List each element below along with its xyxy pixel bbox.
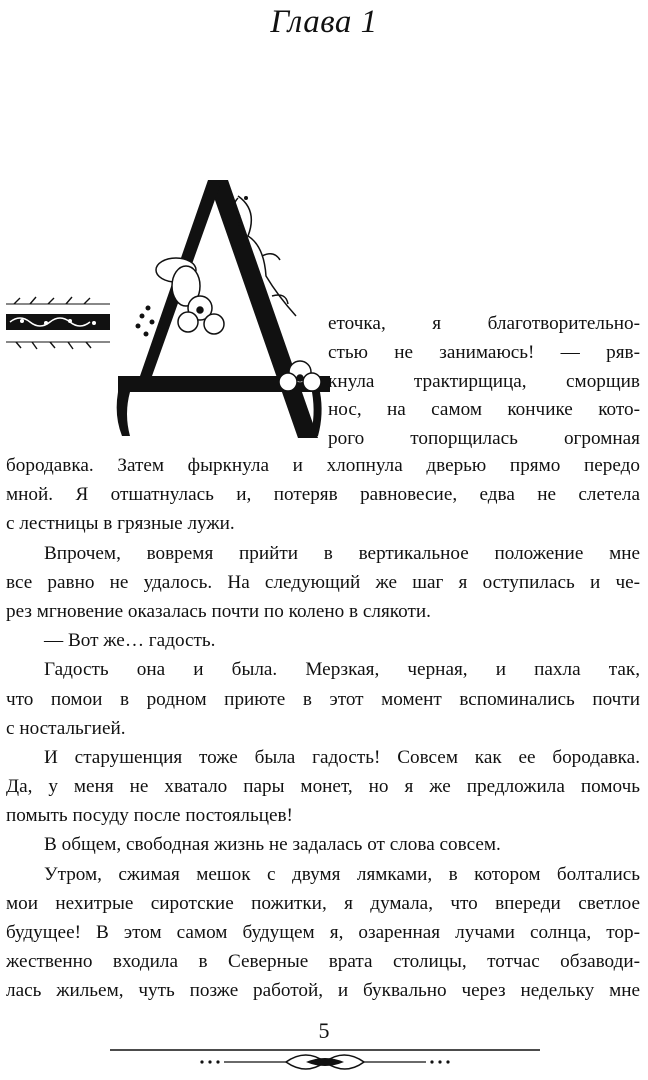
text-line: нос, на самом кончике кото- [328, 399, 640, 421]
text-line: будущее! В этом самом будущем я, озаренная лучами солнца, тор- [6, 922, 640, 943]
body-text [6, 451, 640, 1006]
text-line: еточка, я благотворительно- [328, 313, 640, 334]
text-line: что помои в родном приюте в этот момент вспоминались почти [6, 688, 640, 710]
text-line: рого топорщилась огромная [328, 428, 640, 450]
text-line: В общем, свободная жизнь не задалась от слова совсем. [44, 834, 501, 856]
floral-bar [6, 297, 110, 349]
text-line: Гадость она и была. Мерзкая, черная, и пахла так, [44, 659, 640, 681]
text-line: помыть посуду после постояльцев! [6, 805, 293, 827]
page-number: 5 [318, 1018, 330, 1043]
text-line: бородавка. Затем фыркнула и хлопнула дверью прямо передо [6, 455, 640, 476]
text-line: жественно входила в Северные врата столицы, тотчас обзаводи- [6, 951, 640, 973]
dropcap-ornament [0, 176, 340, 446]
footer-ornament [110, 1044, 540, 1078]
text-line: стью не занимаюсь! — ряв- [328, 341, 640, 363]
dropcap-side-text [328, 310, 640, 454]
text-line: с ностальгией. [6, 717, 126, 739]
text-line: И старушенция тоже была гадость! Совсем как ее бородавка. [44, 746, 640, 768]
text-line: рез мгновение оказалась почти по колено в слякоти. [6, 600, 431, 622]
text-line: кнула трактирщица, сморщив [328, 370, 640, 392]
text-line: все равно не удалось. На следующий же шаг я оступилась и че- [6, 571, 640, 593]
chapter-title: Глава 1 [270, 4, 378, 40]
text-line: мной. Я отшатнулась и, потеряв равновесие, едва не слетела [6, 484, 640, 506]
text-line: Впрочем, вовремя прийти в вертикальное положение мне [44, 542, 640, 564]
text-line: Утром, сжимая мешок с двумя лямками, в котором болтались [44, 863, 640, 885]
text-line: мои нехитрые сиротские пожитки, я думала, что впереди светлое [6, 892, 640, 914]
text-line: — Вот же… гадость. [44, 630, 216, 652]
text-line: с лестницы в грязные лужи. [6, 513, 235, 535]
text-line: Да, у меня не хватало пары монет, но я же предложила помочь [6, 776, 640, 798]
text-line: лась жильем, чуть позже работой, и буквально через недельку мне [6, 980, 640, 1002]
